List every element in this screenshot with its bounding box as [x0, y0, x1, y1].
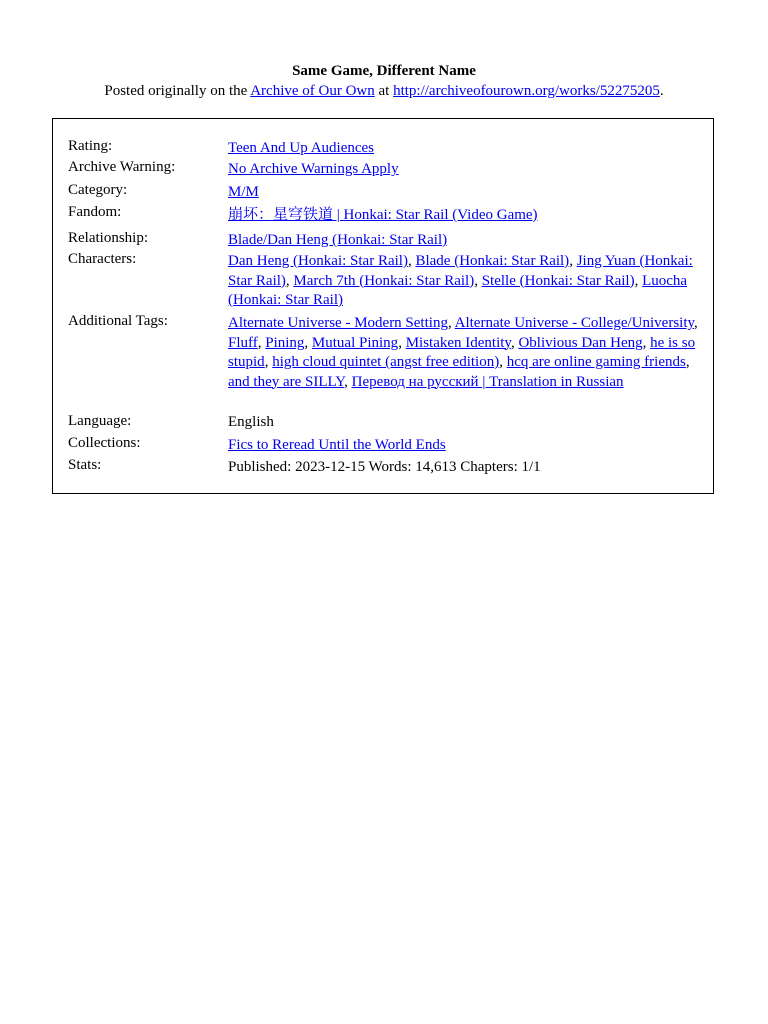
stats-label: Stats: [68, 457, 102, 473]
tag-link[interactable]: Alternate Universe - College/University [454, 315, 695, 331]
rating-link[interactable]: Teen And Up Audiences [228, 140, 375, 156]
characters-label: Characters: [68, 251, 137, 267]
tag-link[interactable]: Mistaken Identity [405, 334, 511, 351]
rating-label: Rating: [68, 138, 113, 154]
tag-link[interactable]: March 7th (Honkai: Star Rail) [293, 272, 475, 289]
tag-link[interactable]: Luocha (Honkai: Star Rail) [228, 272, 688, 308]
tag-separator: , [285, 272, 294, 289]
relationship-link[interactable]: Blade/Dan Heng (Honkai: Star Rail) [228, 232, 448, 248]
tag-separator: , [398, 334, 406, 351]
posted-prefix: Posted originally on the [104, 83, 251, 99]
tag-link[interactable]: Blade (Honkai: Star Rail) [415, 253, 570, 269]
additional-tags-label: Additional Tags: [68, 313, 168, 329]
tag-separator: , [474, 272, 482, 289]
tag-link[interactable]: hcq are online gaming friends [506, 354, 686, 370]
archive-link[interactable]: Archive of Our Own [250, 83, 375, 99]
posted-mid: at [374, 83, 394, 99]
tag-link[interactable]: Jing Yuan (Honkai: Star Rail) [228, 253, 693, 289]
posted-suffix: . [659, 83, 664, 99]
tag-link[interactable]: Oblivious Dan Heng [518, 334, 643, 351]
work-title: Same Game, Different Name [292, 63, 476, 79]
collections-label: Collections: [68, 435, 141, 451]
warning-link[interactable]: No Archive Warnings Apply [228, 161, 399, 177]
posted-line [0, 82, 768, 101]
tag-separator: , [407, 253, 416, 269]
language-value: English [228, 414, 274, 430]
tag-link[interactable]: Fluff [228, 334, 258, 351]
fandom-link[interactable]: 崩坏：星穹铁道 | Honkai: Star Rail (Video Game) [228, 207, 538, 223]
language-label: Language: [68, 413, 132, 429]
tag-link[interactable]: Alternate Universe - Modern Setting [228, 315, 448, 331]
tag-link[interactable]: Stelle (Honkai: Star Rail) [481, 272, 635, 289]
tag-separator: , [510, 334, 519, 351]
tag-separator: , [499, 354, 507, 370]
category-label: Category: [68, 182, 128, 198]
additional-tags-list [228, 314, 698, 392]
tag-link[interactable]: Dan Heng (Honkai: Star Rail) [228, 253, 408, 269]
fandom-label: Fandom: [68, 204, 122, 220]
tag-link[interactable]: and they are SILLY [228, 373, 345, 390]
tag-separator: , [257, 334, 266, 351]
relationship-label: Relationship: [68, 230, 148, 246]
tag-separator: , [685, 354, 690, 370]
tag-link[interactable]: he is so stupid [228, 334, 696, 370]
tag-link[interactable]: Mutual Pining [311, 334, 399, 351]
work-meta-box [52, 118, 714, 494]
category-link[interactable]: M/M [228, 184, 259, 200]
tag-separator: , [569, 253, 577, 269]
tag-separator: , [694, 315, 698, 331]
stats-value: Published: 2023-12-15 Words: 14,613 Chapters: 1/1 [228, 459, 541, 475]
tag-separator: , [447, 315, 455, 331]
tag-separator: , [264, 354, 273, 370]
tag-link[interactable]: Pining [265, 334, 305, 351]
work-url-link[interactable]: http://archiveofourown.org/works/52275205 [393, 83, 660, 99]
tag-link[interactable]: Перевод на русский | Translation in Russian [351, 373, 624, 390]
collections-link[interactable]: Fics to Reread Until the World Ends [228, 437, 446, 453]
tag-link[interactable]: high cloud quintet (angst free edition) [272, 354, 500, 370]
tag-separator: , [344, 373, 352, 390]
tag-separator: , [634, 272, 643, 289]
tag-separator: , [304, 334, 312, 351]
characters-list [228, 252, 698, 311]
tag-separator: , [642, 334, 651, 351]
warning-label: Archive Warning: [68, 159, 176, 175]
